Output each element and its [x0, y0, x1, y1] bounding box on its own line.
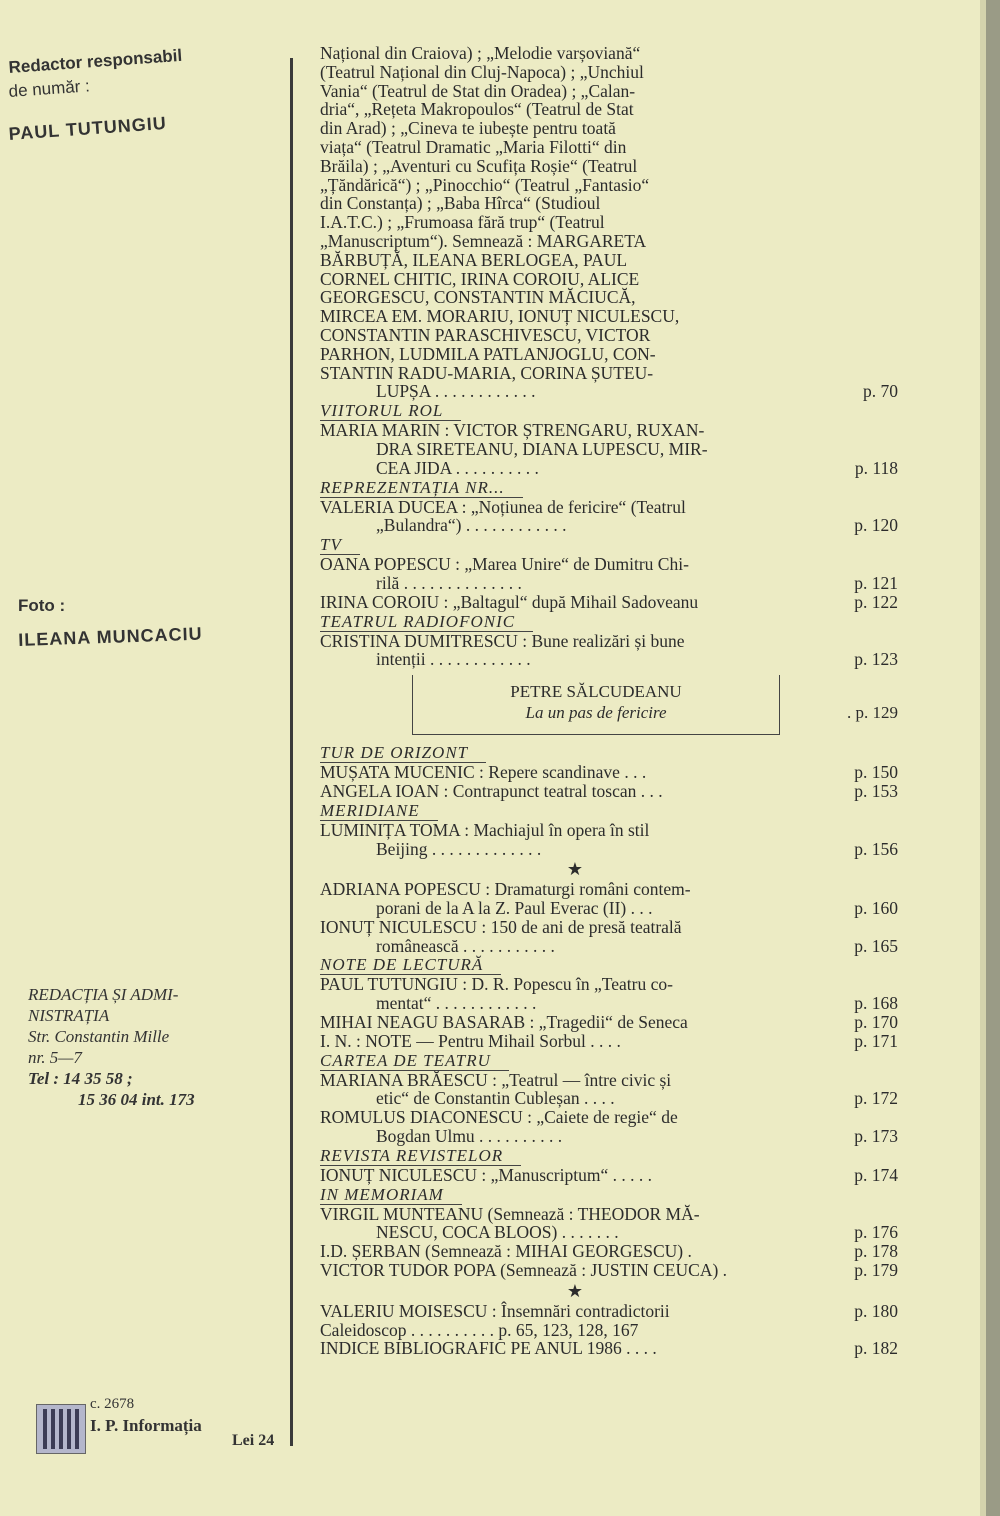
toc-page-number: p. 168	[854, 993, 898, 1014]
toc-entry-line	[320, 650, 910, 669]
toc-entry-line	[320, 232, 910, 251]
toc-entry-line	[320, 382, 910, 401]
toc-page-number: p. 171	[854, 1030, 898, 1051]
toc-page-number: p. 150	[854, 762, 898, 783]
featured-page: . p. 129	[847, 703, 898, 723]
toc-entry-line	[320, 288, 910, 307]
section-heading	[320, 1185, 910, 1205]
toc-page-number: p. 176	[854, 1222, 898, 1243]
toc-page-number: p. 178	[854, 1241, 898, 1262]
toc-entry-text: I.D. ȘERBAN (Semnează : MIHAI GEORGESCU) .	[320, 1241, 692, 1262]
toc-entry-text: rilă . . . . . . . . . . . . . .	[376, 572, 522, 593]
redactor-name: PAUL TUTUNGIU	[8, 112, 168, 144]
toc-entry-text: ROMULUS DIACONESCU : „Caiete de regie“ de	[320, 1107, 678, 1128]
toc-page-number: p. 182	[854, 1338, 898, 1359]
toc-entry-line	[320, 1321, 910, 1340]
section-heading	[320, 478, 910, 498]
toc-entry-text: MIHAI NEAGU BASARAB : „Tragedii“ de Seneca	[320, 1012, 688, 1033]
toc-entry-text: din Arad) ; „Cineva te iubește pentru toată	[320, 118, 616, 139]
toc-page-number: p. 70	[863, 381, 898, 402]
toc-entry-line	[320, 213, 910, 232]
toc-entry-text: BĂRBUȚĂ, ILEANA BERLOGEA, PAUL	[320, 249, 628, 270]
toc-entry-text: viața“ (Teatrul Dramatic „Maria Filotti“ din	[320, 136, 627, 157]
foto-name: ILEANA MUNCACIU	[18, 623, 203, 650]
toc-entry-line	[320, 1108, 910, 1127]
section-heading	[320, 401, 910, 421]
foto-label: Foto :	[18, 596, 66, 615]
toc-entry-text: IRINA COROIU : „Baltagul“ după Mihail Sadoveanu	[320, 591, 699, 612]
toc-entry-text: INDICE BIBLIOGRAFIC PE ANUL 1986 . . . .	[320, 1338, 657, 1359]
section-heading	[320, 1051, 910, 1071]
toc-entry-text: IONUȚ NICULESCU : 150 de ani de presă teatrală	[320, 916, 682, 937]
toc-page-number: p. 165	[854, 935, 898, 956]
toc-entry-line	[320, 44, 910, 63]
toc-entry-text: VALERIA DUCEA : „Noțiunea de fericire“ (Teatrul	[320, 496, 686, 517]
toc-entry-line	[320, 632, 910, 651]
editorial-address	[28, 984, 290, 1110]
toc-entry-text: etic“ de Constantin Cubleșan . . . .	[376, 1088, 615, 1109]
toc-entry-line	[320, 1223, 910, 1242]
toc-entry-text: MARIANA BRĂESCU : „Teatrul — între civic și	[320, 1069, 672, 1090]
section-heading	[320, 535, 910, 555]
toc-entry-text: (Teatrul Național din Cluj-Napoca) ; „Unchiul	[320, 61, 644, 82]
print-code: c. 2678	[90, 1396, 135, 1412]
toc-entry-text: „Bulandra“) . . . . . . . . . . . .	[376, 515, 567, 536]
toc-entry-line	[320, 1242, 910, 1261]
section-heading-text: NOTE DE LECTURĂ	[320, 955, 501, 975]
toc-entry-line	[320, 1302, 910, 1321]
redactor-label-2: de număr :	[8, 76, 91, 101]
book-binding-shadow	[980, 0, 986, 1516]
toc-entry-text: intenții . . . . . . . . . . . .	[376, 649, 531, 670]
toc-entry-text: CEA JIDA . . . . . . . . . .	[376, 457, 539, 478]
toc-entry-text: MIRCEA EM. MORARIU, IONUȚ NICULESCU,	[320, 306, 680, 327]
toc-entry-line	[320, 840, 910, 859]
toc-entry-line	[320, 194, 910, 213]
publisher-name: I. P. Informația	[90, 1416, 202, 1435]
toc-entry-text: MUȘATA MUCENIC : Repere scandinave . . .	[320, 762, 647, 783]
section-heading-text: REVISTA REVISTELOR	[320, 1146, 521, 1166]
toc-entry-text: I.A.T.C.) ; „Frumoasa fără trup“ (Teatrul	[320, 212, 605, 233]
toc-entry-text: NESCU, COCA BLOOS) . . . . . . .	[376, 1222, 619, 1243]
toc-entry-line	[320, 270, 910, 289]
section-heading	[320, 743, 910, 763]
toc-entry-line	[320, 918, 910, 937]
toc-entry-text: OANA POPESCU : „Marea Unire“ de Dumitru Chi-	[320, 554, 689, 575]
toc-page-number: p. 118	[854, 457, 898, 478]
toc-page-number: p. 123	[854, 649, 898, 670]
toc-page-number: p. 179	[854, 1260, 898, 1281]
toc-entry-line	[320, 307, 910, 326]
toc-entry-line	[320, 1071, 910, 1090]
toc-entry-line	[320, 421, 910, 440]
toc-entry-text: Național din Craiova) ; „Melodie varșoviană“	[320, 43, 641, 63]
toc-page-number: p. 180	[854, 1300, 898, 1321]
toc-page-number: p. 121	[854, 572, 898, 593]
toc-entry-line	[320, 1261, 910, 1280]
toc-entry-line	[320, 1339, 910, 1358]
toc-entry-text: Vania“ (Teatrul de Stat din Oradea) ; „Calan-	[320, 80, 636, 101]
toc-entry-text: „Manuscriptum“). Semnează : MARGARETA	[320, 230, 647, 251]
toc-entry-text: I. N. : NOTE — Pentru Mihail Sorbul . . . .	[320, 1030, 621, 1051]
toc-page-number: p. 122	[854, 591, 898, 612]
toc-page-number: p. 174	[854, 1164, 898, 1185]
toc-page-number: p. 160	[854, 898, 898, 919]
toc-page-number: p. 156	[854, 838, 898, 859]
toc-entry-text: dria“, „Rețeta Makropoulos“ (Teatrul de Stat	[320, 99, 634, 120]
toc-entry-line	[320, 1013, 910, 1032]
toc-entry-text: CONSTANTIN PARASCHIVESCU, VICTOR	[320, 324, 651, 345]
redactor-label: Redactor responsabil	[8, 45, 183, 77]
table-of-contents	[320, 44, 910, 1358]
toc-entry-text: Brăila) ; „Aventuri cu Scufița Roșie“ (Teatrul	[320, 155, 638, 176]
toc-part-1	[320, 44, 910, 669]
toc-entry-text: LUMINIȚA TOMA : Machiajul în opera în stil	[320, 819, 650, 840]
section-heading-text: CARTEA DE TEATRU	[320, 1051, 509, 1071]
toc-entry-text: CORNEL CHITIC, IRINA COROIU, ALICE	[320, 268, 640, 289]
toc-entry-line	[320, 157, 910, 176]
toc-entry-text: IONUȚ NICULESCU : „Manuscriptum“ . . . . .	[320, 1164, 652, 1185]
section-heading-text: REPREZENTAȚIA NR...	[320, 478, 523, 498]
toc-entry-line	[320, 763, 910, 782]
section-heading-text: TUR DE ORIZONT	[320, 743, 486, 763]
toc-entry-line	[320, 138, 910, 157]
featured-author: PETRE SĂLCUDEANU	[510, 682, 682, 702]
toc-entry-text: VICTOR TUDOR POPA (Semnează : JUSTIN CEUCA) .	[320, 1260, 728, 1281]
toc-entry-text: CRISTINA DUMITRESCU : Bune realizări și bune	[320, 630, 685, 651]
toc-entry-line	[320, 593, 910, 612]
toc-entry-text: ADRIANA POPESCU : Dramaturgi români contem-	[320, 879, 691, 900]
section-heading	[320, 1146, 910, 1166]
toc-entry-line	[320, 498, 910, 517]
toc-entry-line	[320, 100, 910, 119]
toc-entry-text: VALERIU MOISESCU : Însemnări contradictorii	[320, 1300, 670, 1321]
toc-page-number: p. 172	[854, 1088, 898, 1109]
toc-entry-line	[320, 1032, 910, 1051]
address-line: NISTRAȚIA	[28, 1006, 110, 1025]
section-heading	[320, 955, 910, 975]
toc-entry-line	[320, 1166, 910, 1185]
column-divider	[290, 58, 293, 1446]
section-heading-text: MERIDIANE	[320, 801, 438, 821]
toc-entry-text: LUPȘA . . . . . . . . . . . .	[376, 381, 536, 402]
book-binding-edge	[986, 0, 1000, 1516]
section-heading-text: VIITORUL ROL	[320, 401, 461, 421]
phone-line: 15 36 04 int. 173	[78, 1090, 195, 1109]
toc-entry-line	[320, 821, 910, 840]
section-heading-text: TV	[320, 535, 360, 555]
toc-entry-line	[320, 1089, 910, 1108]
toc-entry-line	[320, 555, 910, 574]
toc-entry-text: PARHON, LUDMILA PATLANJOGLU, CON-	[320, 343, 656, 364]
toc-entry-line	[320, 251, 910, 270]
toc-entry-text: Caleidoscop . . . . . . . . . . p. 65, 123, 128, 167	[320, 1319, 639, 1340]
address-line: Str. Constantin Mille	[28, 1027, 170, 1046]
toc-entry-line	[320, 516, 910, 535]
publisher-logo-icon	[36, 1404, 86, 1454]
toc-entry-line	[320, 326, 910, 345]
toc-entry-line	[320, 1127, 910, 1146]
toc-entry-line	[320, 994, 910, 1013]
toc-entry-text: MARIA MARIN : VICTOR ȘTRENGARU, RUXAN-	[320, 420, 705, 441]
toc-entry-text: VIRGIL MUNTEANU (Semnează : THEODOR MĂ-	[320, 1203, 700, 1224]
section-heading	[320, 612, 910, 632]
toc-entry-line	[320, 975, 910, 994]
toc-entry-text: din Constanța) ; „Baba Hîrca“ (Studioul	[320, 193, 601, 214]
toc-entry-line	[320, 345, 910, 364]
masthead-column	[0, 0, 292, 1516]
toc-entry-line	[320, 937, 910, 956]
toc-entry-line	[320, 899, 910, 918]
toc-entry-text: STANTIN RADU-MARIA, CORINA ȘUTEU-	[320, 362, 654, 383]
toc-entry-line	[320, 880, 910, 899]
toc-entry-line	[320, 440, 910, 459]
toc-entry-line	[320, 119, 910, 138]
address-line: nr. 5—7	[28, 1048, 82, 1067]
toc-entry-line	[320, 63, 910, 82]
toc-entry-line	[320, 176, 910, 195]
toc-entry-line	[320, 364, 910, 383]
toc-entry-text: românească . . . . . . . . . . .	[376, 935, 555, 956]
toc-page-number: p. 173	[854, 1126, 898, 1147]
toc-entry-line	[320, 82, 910, 101]
toc-entry-line	[320, 1205, 910, 1224]
toc-entry-line	[320, 782, 910, 801]
toc-entry-text: „Țăndărică“) ; „Pinocchio“ (Teatrul „Fantasio“	[320, 174, 650, 195]
price: Lei 24	[232, 1432, 275, 1449]
toc-entry-text: Beijing . . . . . . . . . . . . .	[376, 838, 542, 859]
section-heading-text: TEATRUL RADIOFONIC	[320, 612, 533, 632]
toc-part-2	[320, 743, 910, 1358]
toc-entry-text: DRA SIRETEANU, DIANA LUPESCU, MIR-	[376, 438, 708, 459]
toc-entry-text: porani de la A la Z. Paul Everac (II) . . .	[376, 898, 653, 919]
section-heading	[320, 801, 910, 821]
star-separator-icon: ★	[566, 1280, 584, 1301]
toc-entry-text: PAUL TUTUNGIU : D. R. Popescu în „Teatru co-	[320, 974, 673, 995]
phone-line: Tel : 14 35 58 ;	[28, 1069, 133, 1088]
toc-page-number: p. 120	[854, 515, 898, 536]
toc-entry-text: Bogdan Ulmu . . . . . . . . . .	[376, 1126, 563, 1147]
toc-entry-text: ANGELA IOAN : Contrapunct teatral toscan . . .	[320, 780, 663, 801]
toc-page-number: p. 170	[854, 1012, 898, 1033]
toc-entry-text: GEORGESCU, CONSTANTIN MĂCIUCĂ,	[320, 287, 636, 308]
toc-page-number: p. 153	[854, 780, 898, 801]
toc-entry-line	[320, 574, 910, 593]
star-separator-icon: ★	[566, 859, 584, 880]
toc-entry-line	[320, 459, 910, 478]
featured-play-box	[412, 675, 780, 735]
address-line: REDACȚIA ȘI ADMI-	[28, 985, 179, 1004]
toc-entry-text: mentat“ . . . . . . . . . . . .	[376, 993, 537, 1014]
section-heading-text: IN MEMORIAM	[320, 1185, 462, 1205]
featured-title: La un pas de fericire	[525, 703, 667, 723]
